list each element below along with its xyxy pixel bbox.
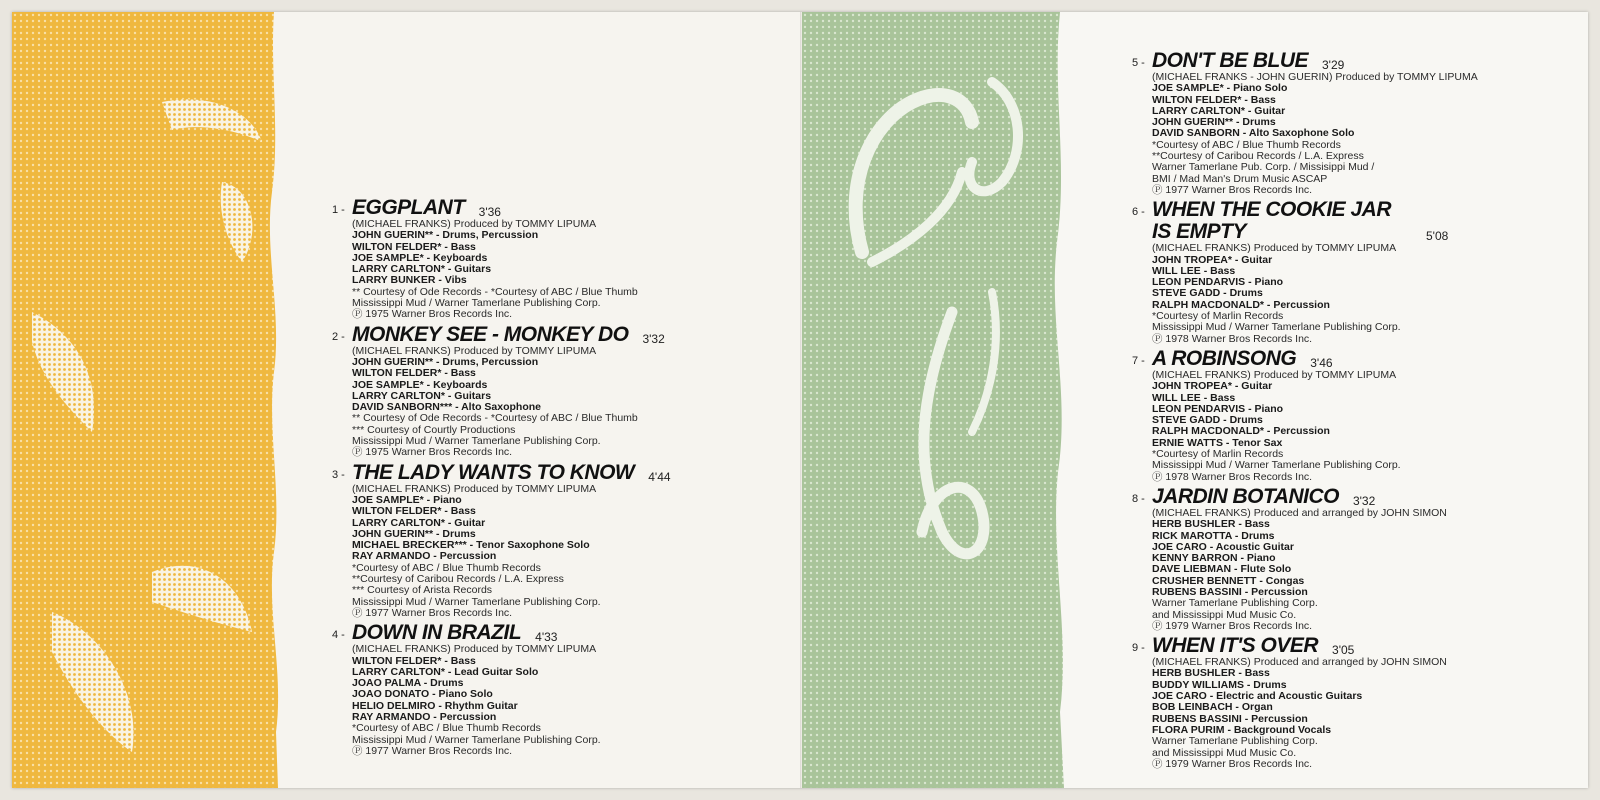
track-time: 5'08	[1426, 229, 1449, 244]
credit-line: WILL LEE - Bass	[1152, 391, 1236, 404]
credit-line: RAY ARMANDO - Percussion	[352, 710, 497, 723]
credit-line: *Courtesy of Marlin Records	[1152, 310, 1284, 323]
track-title: THE LADY WANTS TO KNOW	[352, 460, 635, 484]
credit-line: JOHN GUERIN** - Drums, Percussion	[352, 355, 539, 368]
credit-line: ** Courtesy of Ode Records - *Courtesy of ABC / Blue Thumb	[352, 285, 638, 298]
credit-line: (MICHAEL FRANKS) Produced by TOMMY LIPUMA	[1152, 242, 1397, 255]
credit-line: and Mississippi Mud Music Co.	[1152, 746, 1297, 759]
copyright-line: Ⓟ 1977 Warner Bros Records Inc.	[1152, 183, 1313, 196]
track-title: MONKEY SEE - MONKEY DO	[352, 322, 629, 346]
track-9	[1132, 634, 1572, 770]
copyright-line: Ⓟ 1975 Warner Bros Records Inc.	[352, 446, 513, 459]
track-number: 7 -	[1132, 354, 1145, 367]
credit-line: *Courtesy of ABC / Blue Thumb Records	[352, 561, 541, 574]
credit-line: LARRY CARLTON* - Guitars	[352, 263, 492, 276]
credit-line: RUBENS BASSINI - Percussion	[1152, 585, 1308, 598]
credit-line: JOHN GUERIN** - Drums	[1152, 116, 1276, 129]
track-number: 1 -	[332, 204, 345, 216]
copyright-line: Ⓟ 1975 Warner Bros Records Inc.	[352, 308, 513, 321]
track-time: 3'32	[642, 331, 665, 346]
tracklist-left	[332, 196, 772, 760]
track-1	[332, 196, 772, 321]
track-time: 3'05	[1332, 643, 1355, 658]
credit-line: ERNIE WATTS - Tenor Sax	[1152, 436, 1283, 449]
credit-line: MICHAEL BRECKER*** - Tenor Saxophone Solo	[352, 539, 590, 552]
credit-line: JOE CARO - Acoustic Guitar	[1152, 540, 1294, 553]
credit-line: (MICHAEL FRANKS) Produced by TOMMY LIPUMA	[352, 643, 597, 656]
credit-line: DAVE LIEBMAN - Flute Solo	[1152, 563, 1292, 576]
credit-line: Mississippi Mud / Warner Tamerlane Publishing Corp.	[352, 297, 601, 310]
credit-line: HERB BUSHLER - Bass	[1152, 667, 1270, 680]
credit-line: BUDDY WILLIAMS - Drums	[1152, 678, 1287, 691]
track-7	[1132, 346, 1572, 483]
credit-line: BOB LEINBACH - Organ	[1152, 701, 1273, 714]
credit-line: Mississippi Mud / Warner Tamerlane Publishing Corp.	[1152, 459, 1401, 472]
credit-line: JOHN TROPEA* - Guitar	[1152, 253, 1273, 266]
credit-line: *Courtesy of Marlin Records	[1152, 448, 1284, 461]
credit-line: Warner Tamerlane Publishing Corp.	[1152, 597, 1318, 610]
track-title: JARDIN BOTANICO	[1152, 484, 1339, 508]
credit-line: JOHN GUERIN** - Drums	[352, 527, 476, 540]
credit-line: *Courtesy of ABC / Blue Thumb Records	[352, 722, 541, 735]
credit-line: JOE SAMPLE* - Keyboards	[352, 251, 488, 264]
track-3	[332, 460, 772, 620]
credit-line: and Mississippi Mud Music Co.	[1152, 608, 1297, 621]
credit-line: LARRY CARLTON* - Guitars	[352, 389, 492, 402]
credit-line: DAVID SANBORN*** - Alto Saxophone	[352, 401, 542, 414]
tracklist-right	[1132, 49, 1572, 773]
credit-line: JOE CARO - Electric and Acoustic Guitars	[1152, 690, 1363, 703]
credit-line: HERB BUSHLER - Bass	[1152, 518, 1270, 531]
credit-line: WILTON FELDER* - Bass	[352, 240, 476, 253]
credit-line: **Courtesy of Caribou Records / L.A. Express	[352, 573, 564, 586]
credit-line: FLORA PURIM - Background Vocals	[1152, 723, 1332, 736]
track-time: 3'36	[478, 205, 501, 219]
track-number: 3 -	[332, 468, 345, 481]
credit-line: WILTON FELDER* - Bass	[352, 654, 476, 667]
credit-line: LARRY CARLTON* - Guitar	[1152, 104, 1286, 117]
track-title: EGGPLANT	[352, 196, 465, 219]
credit-line: JOE SAMPLE* - Piano Solo	[1152, 82, 1288, 95]
copyright-line: Ⓟ 1978 Warner Bros Records Inc.	[1152, 332, 1313, 345]
right-page	[802, 12, 1588, 788]
credit-line: Mississippi Mud / Warner Tamerlane Publishing Corp.	[352, 733, 601, 746]
credit-line: DAVID SANBORN - Alto Saxophone Solo	[1152, 127, 1355, 140]
credit-line: JOAO DONATO - Piano Solo	[352, 688, 493, 701]
track-time: 3'46	[1310, 355, 1333, 370]
credit-line: RALPH MACDONALD* - Percussion	[1152, 298, 1330, 311]
green-halftone-artwork	[802, 12, 1082, 788]
credit-line: JOE SAMPLE* - Keyboards	[352, 378, 488, 391]
yellow-halftone-artwork	[12, 12, 302, 788]
track-time: 3'29	[1322, 58, 1345, 72]
credit-line: (MICHAEL FRANKS) Produced and arranged by JOHN SIMON	[1152, 656, 1447, 669]
credit-line: CRUSHER BENNETT - Congas	[1152, 574, 1305, 587]
credit-line: (MICHAEL FRANKS) Produced by TOMMY LIPUMA	[1152, 368, 1397, 381]
credit-line: *** Courtesy of Courtly Productions	[352, 423, 516, 436]
booklet-spread	[12, 12, 1588, 788]
credit-line: (MICHAEL FRANKS) Produced by TOMMY LIPUMA	[352, 344, 597, 357]
track-time: 4'44	[648, 469, 671, 484]
credit-line: LEON PENDARVIS - Piano	[1152, 276, 1284, 289]
credit-line: LARRY BUNKER - Vibs	[352, 274, 467, 287]
credit-line: LARRY CARLTON* - Guitar	[352, 516, 486, 529]
credit-line: JOAO PALMA - Drums	[352, 677, 464, 690]
track-number: 6 -	[1132, 206, 1145, 219]
credit-line: HELIO DELMIRO - Rhythm Guitar	[352, 699, 518, 712]
credit-line: (MICHAEL FRANKS) Produced by TOMMY LIPUMA	[352, 218, 597, 230]
track-number: 8 -	[1132, 492, 1145, 505]
track-title: DOWN IN BRAZIL	[352, 621, 522, 645]
left-page	[12, 12, 802, 788]
copyright-line: Ⓟ 1979 Warner Bros Records Inc.	[1152, 757, 1313, 770]
track-8	[1132, 484, 1572, 632]
credit-line: RAY ARMANDO - Percussion	[352, 550, 497, 563]
credit-line: STEVE GADD - Drums	[1152, 287, 1263, 300]
copyright-line: Ⓟ 1977 Warner Bros Records Inc.	[352, 744, 513, 757]
credit-line: WILTON FELDER* - Bass	[352, 367, 476, 380]
track-4	[332, 621, 772, 757]
credit-line: KENNY BARRON - Piano	[1152, 552, 1276, 565]
credit-line: LARRY CARLTON* - Lead Guitar Solo	[352, 665, 539, 678]
credit-line: (MICHAEL FRANKS) Produced by TOMMY LIPUMA	[352, 482, 597, 495]
credit-line: Warner Tamerlane Pub. Corp. / Missisippi Mud /	[1152, 161, 1375, 174]
track-title: WHEN IT'S OVER	[1152, 634, 1319, 658]
track-2	[332, 322, 772, 459]
credit-line: RICK MAROTTA - Drums	[1152, 529, 1275, 542]
track-number: 5 -	[1132, 57, 1145, 69]
credit-line: Mississippi Mud / Warner Tamerlane Publishing Corp.	[352, 435, 601, 448]
credit-line: WILTON FELDER* - Bass	[1152, 93, 1276, 106]
credit-line: WILL LEE - Bass	[1152, 264, 1236, 277]
credit-line: Mississippi Mud / Warner Tamerlane Publishing Corp.	[1152, 321, 1401, 334]
track-title: A ROBINSONG	[1152, 346, 1297, 370]
track-title: WHEN THE COOKIE JAR IS EMPTY	[1152, 198, 1392, 244]
copyright-line: Ⓟ 1977 Warner Bros Records Inc.	[352, 606, 513, 619]
credit-line: *** Courtesy of Arista Records	[352, 584, 493, 597]
credit-line: JOE SAMPLE* - Piano	[352, 493, 462, 506]
credit-line: (MICHAEL FRANKS) Produced and arranged by JOHN SIMON	[1152, 506, 1447, 519]
track-6	[1132, 198, 1572, 345]
track-5	[1132, 49, 1572, 196]
track-number: 9 -	[1132, 642, 1145, 655]
credit-line: STEVE GADD - Drums	[1152, 414, 1263, 427]
credit-line: BMI / Mad Man's Drum Music ASCAP	[1152, 172, 1328, 185]
credit-line: Mississippi Mud / Warner Tamerlane Publishing Corp.	[352, 595, 601, 608]
credit-line: **Courtesy of Caribou Records / L.A. Express	[1152, 150, 1364, 163]
track-number: 2 -	[332, 330, 345, 343]
credit-line: *Courtesy of ABC / Blue Thumb Records	[1152, 138, 1341, 151]
credit-line: LEON PENDARVIS - Piano	[1152, 402, 1284, 415]
copyright-line: Ⓟ 1979 Warner Bros Records Inc.	[1152, 619, 1313, 632]
track-time: 4'33	[535, 630, 558, 645]
credit-line: Warner Tamerlane Publishing Corp.	[1152, 735, 1318, 748]
track-number: 4 -	[332, 629, 345, 642]
track-time: 3'32	[1352, 493, 1376, 508]
copyright-line: Ⓟ 1978 Warner Bros Records Inc.	[1152, 470, 1313, 483]
credit-line: JOHN GUERIN** - Drums, Percussion	[352, 229, 539, 242]
credit-line: RALPH MACDONALD* - Percussion	[1152, 425, 1330, 438]
credit-line: WILTON FELDER* - Bass	[352, 505, 476, 518]
credit-line: JOHN TROPEA* - Guitar	[1152, 380, 1273, 393]
credit-line: ** Courtesy of Ode Records - *Courtesy of ABC / Blue Thumb	[352, 412, 638, 425]
credit-line: RUBENS BASSINI - Percussion	[1152, 712, 1308, 725]
credit-line: (MICHAEL FRANKS - JOHN GUERIN) Produced by TOMMY LIPUMA	[1152, 71, 1478, 83]
track-title: DON'T BE BLUE	[1152, 49, 1308, 72]
